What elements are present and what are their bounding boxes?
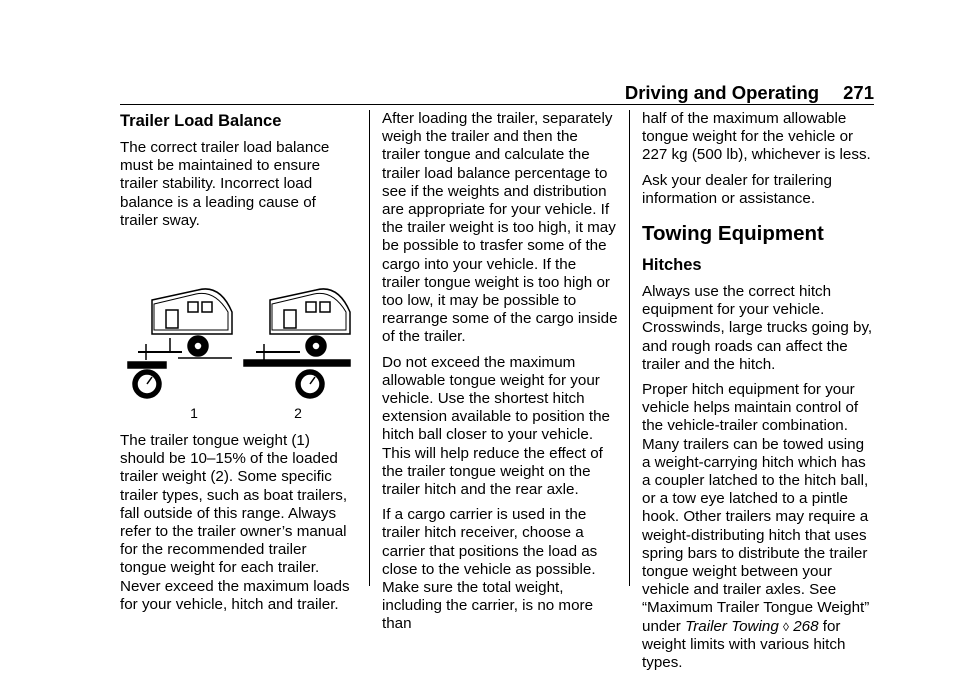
figure-label-1: 1 [190,405,198,422]
trailer-1-drawing [128,289,232,398]
col3-paragraph-4-end: for weight limits with various hitch types. [642,617,846,672]
trailer-towing-link[interactable]: Trailer Towing [685,617,779,635]
column-1 [120,110,352,621]
page-number: 271 [843,82,874,103]
column-divider-2 [629,110,630,586]
section-title: Driving and Operating [624,82,820,103]
trailer-weighing-figure [120,252,352,422]
column-3 [642,110,874,679]
hitches-heading: Hitches [642,256,702,275]
trailer-2-drawing [244,289,350,398]
header-rule [120,104,874,105]
col1-paragraph-2: The trailer tongue weight (1) should be 10–15% of the loaded trailer weight (2). Some specific trailer types, such as boat trailers, fall outside of this range. Always refer to the trailer owner’s manual for the recommended trailer tongue weight for each trailer. Never exceed the maximum loads for your vehicle, hitch and trailer. [120,432,350,613]
trailer-illustration [120,252,352,422]
col2-paragraph-3: If a cargo carrier is used in the trailer hitch receiver, choose a carrier that positions the load as close to the vehicle as possible. Make sure the total weight, including the carrier, is no more than [382,506,598,633]
col3-paragraph-4 [642,381,874,672]
figure-label-2: 2 [294,405,302,422]
col2-paragraph-2: Do not exceed the maximum allowable tongue weight for your vehicle. Use the shortest hitch extension available to position the hitch ball closer to your vehicle. This will help reduce the effect of the trailer tongue weight on the trailer hitch and the rear axle. [382,353,610,499]
col3-paragraph-1: half of the maximum allowable tongue weight for the vehicle or 227 kg (500 lb), whichever is less. [642,110,871,164]
column-2 [382,110,618,641]
page-reference-icon: ◊ [783,619,789,634]
page-header [625,82,874,104]
col3-paragraph-4-text: Proper hitch equipment for your vehicle helps maintain control of the vehicle-trailer combination. Many trailers can be towed using a weight-carrying hitch which has a coupler latched to the hitch ball, or a tow eye latched to a pintle hook. Other trailers may require a weight-distributing hitch that uses spring bars to distribute the trailer tongue weight between your vehicle and trailer axles. See “Maximum Trailer Tongue Weight” under [642,381,870,635]
column-divider-1 [369,110,370,586]
col1-paragraph-1: The correct trailer load balance must be maintained to ensure trailer stability. Incorrect load balance is a leading cause of trailer sway. [120,139,330,229]
col2-paragraph-1: After loading the trailer, separately weigh the trailer and then the trailer tongue and calculate the trailer load balance percentage to see if the weights and distribution are appropriate for your vehicle. If the trailer weight is too high, it may be possible to trasfer some of the cargo into your vehicle. If the trailer tongue weight is too high or too low, it may be possible to rearrange some of the cargo inside of the trailer. [382,110,618,346]
trailer-load-balance-heading: Trailer Load Balance [120,112,282,130]
towing-equipment-heading: Towing Equipment [642,222,824,246]
col3-paragraph-3: Always use the correct hitch equipment for your vehicle. Crosswinds, large trucks going by, and rough roads can affect the trailer and the hitch. [642,283,873,373]
page-reference-number[interactable]: 268 [793,617,819,635]
col3-paragraph-2: Ask your dealer for trailering information or assistance. [642,171,832,207]
